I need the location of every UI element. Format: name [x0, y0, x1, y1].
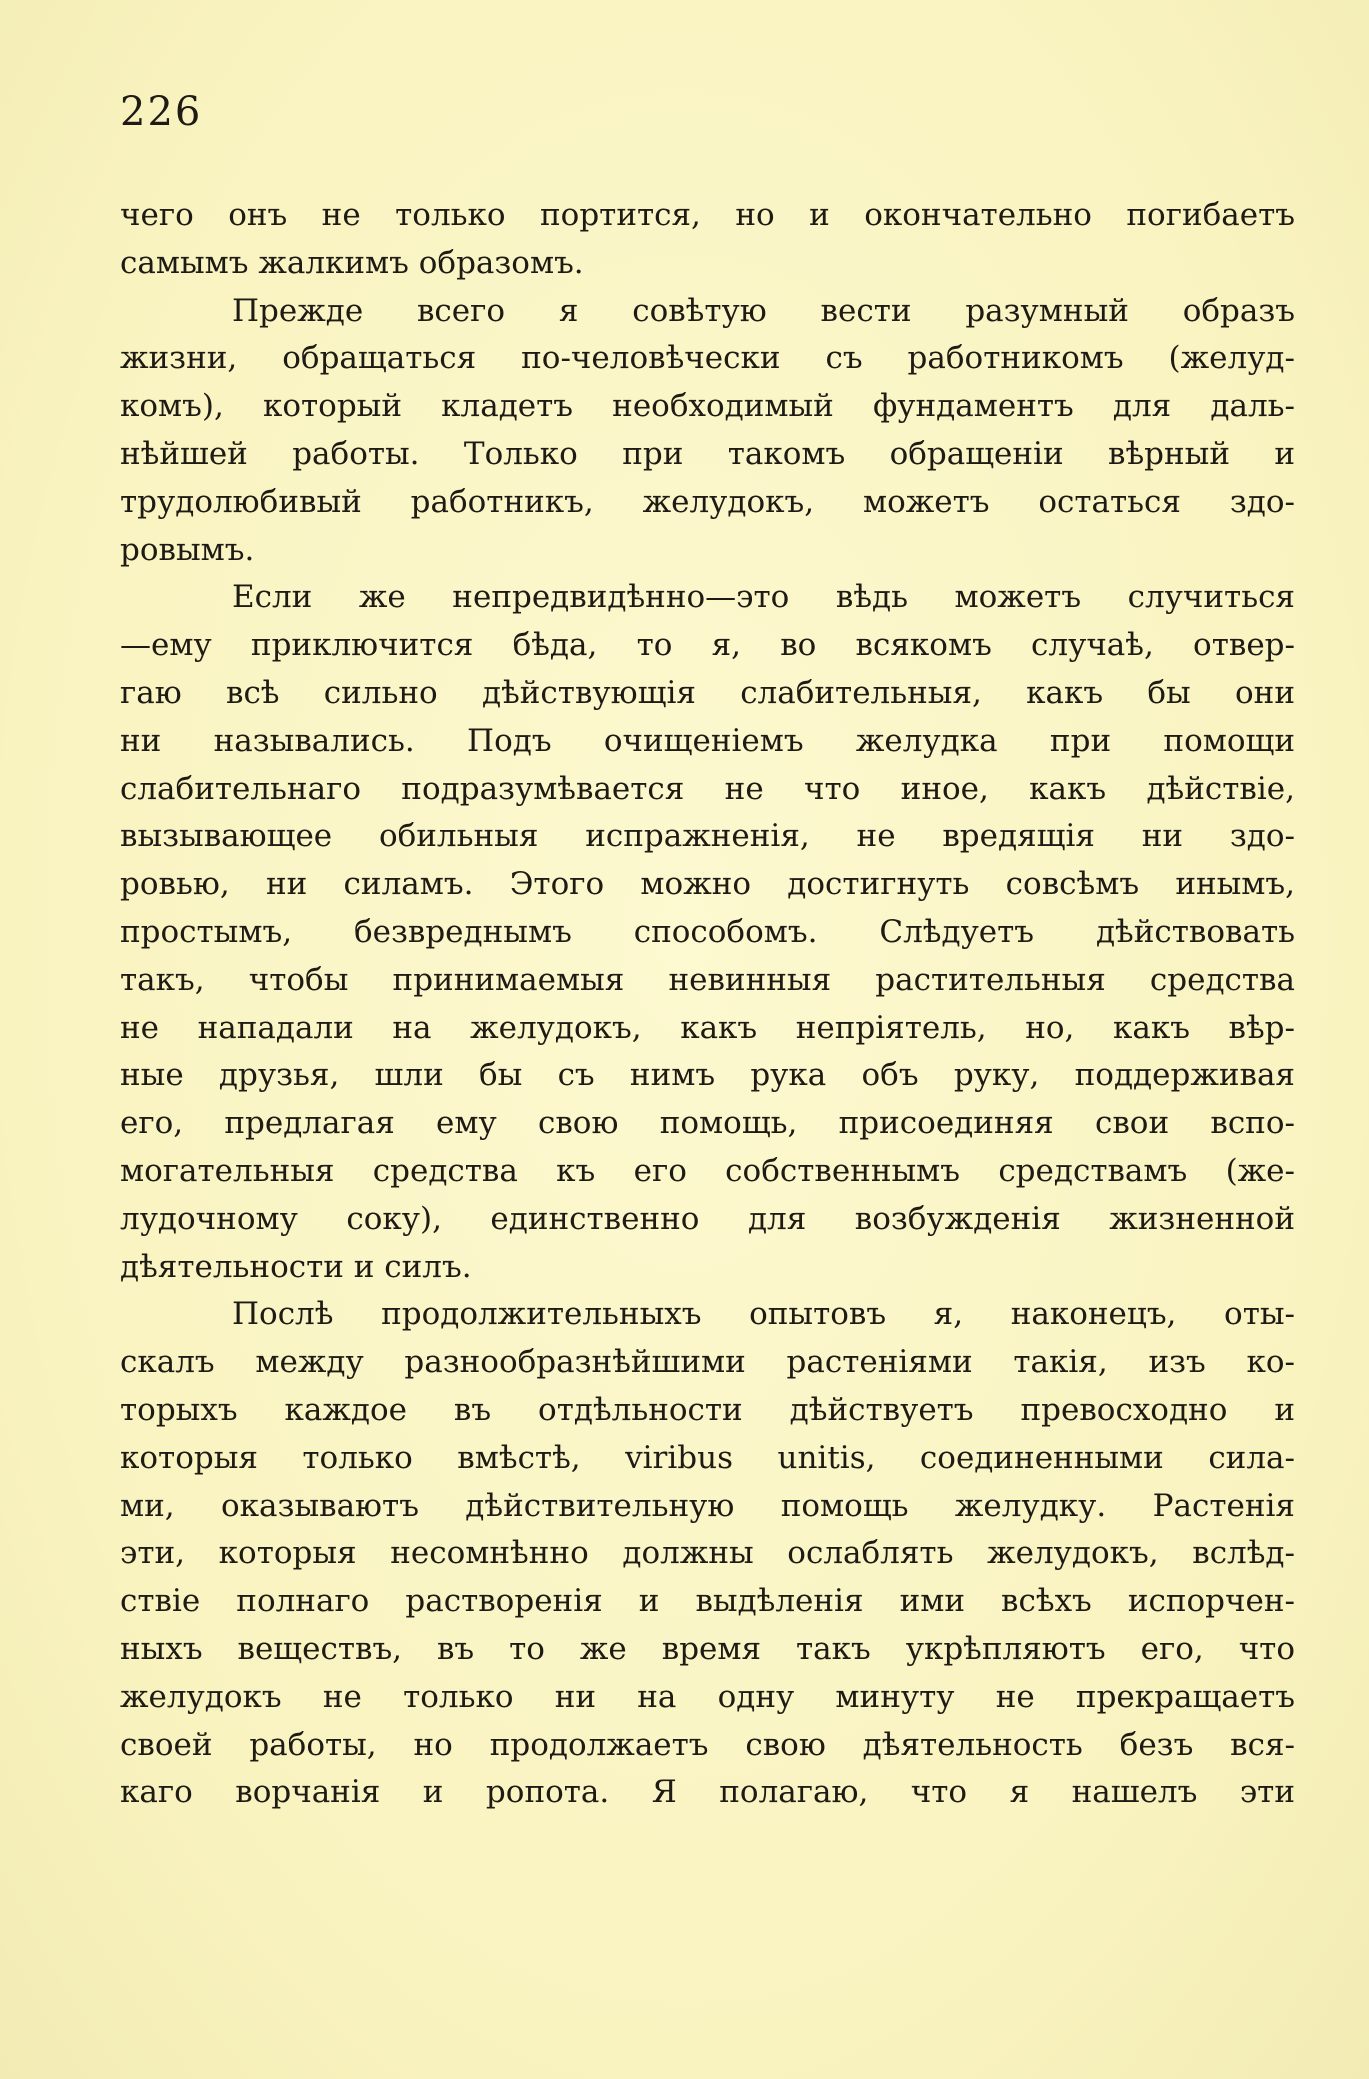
- text-line: Послѣ продолжительныхъ опытовъ я, наконецъ, оты-: [232, 1296, 1295, 1333]
- text-line: ныхъ веществъ, въ то же время такъ укрѣпляютъ его, что: [120, 1630, 1295, 1667]
- text-line: ми, оказываютъ дѣйствительную помощь желудку. Растенія: [120, 1487, 1295, 1524]
- text-line: трудолюбивый работникъ, желудокъ, можетъ остаться здо-: [120, 483, 1295, 520]
- body-text: [120, 192, 1295, 1817]
- text-line: торыхъ каждое въ отдѣльности дѣйствуетъ превосходно и: [120, 1391, 1295, 1428]
- text-line: не нападали на желудокъ, какъ непріятель, но, какъ вѣр-: [120, 1009, 1295, 1046]
- text-line: ные друзья, шли бы съ нимъ рука объ руку, поддерживая: [120, 1057, 1295, 1094]
- text-line: такъ, чтобы принимаемыя невинныя растительныя средства: [120, 961, 1295, 998]
- text-line: самымъ жалкимъ образомъ.: [120, 244, 584, 281]
- text-line: дѣятельности и силъ.: [120, 1248, 472, 1285]
- text-line: чего онъ не только портится, но и окончательно погибаетъ: [120, 197, 1295, 233]
- text-line: своей работы, но продолжаетъ свою дѣятельность безъ вся-: [120, 1726, 1295, 1763]
- text-line: Прежде всего я совѣтую вести разумный образъ: [232, 292, 1295, 329]
- text-line: гаю всѣ сильно дѣйствующія слабительныя, какъ бы они: [120, 674, 1295, 711]
- text-line: каго ворчанія и ропота. Я полагаю, что я нашелъ эти: [120, 1774, 1295, 1811]
- text-line: желудокъ не только ни на одну минуту не прекращаетъ: [120, 1678, 1295, 1715]
- text-line: ровью, ни силамъ. Этого можно достигнуть совсѣмъ инымъ,: [120, 866, 1295, 903]
- text-line: вызывающее обильныя испражненія, не вредящія ни здо-: [120, 818, 1295, 855]
- page-number: 226: [120, 89, 203, 135]
- text-line: ни назывались. Подъ очищеніемъ желудка при помощи: [120, 722, 1295, 759]
- text-line: —ему приключится бѣда, то я, во всякомъ случаѣ, отвер-: [120, 627, 1295, 664]
- text-line: лудочному соку), единственно для возбужденія жизненной: [120, 1200, 1295, 1237]
- text-line: его, предлагая ему свою помощь, присоединяя свои вспо-: [120, 1105, 1295, 1142]
- text-line: могательныя средства къ его собственнымъ средствамъ (же-: [120, 1152, 1295, 1189]
- text-line: ствіе полнаго раствоpенія и выдѣленія ими всѣхъ испорчен-: [120, 1583, 1295, 1620]
- text-line: жизни, обращаться по-человѣчески съ работникомъ (желуд-: [120, 340, 1295, 377]
- text-line: комъ), который кладетъ необходимый фундаментъ для даль-: [120, 388, 1295, 425]
- text-line: простымъ, безвреднымъ способомъ. Слѣдуетъ дѣйствовать: [120, 913, 1295, 950]
- text-line: ровымъ.: [120, 531, 255, 568]
- text-line: скалъ между разнообразнѣйшими растеніями такія, изъ ко-: [120, 1344, 1295, 1381]
- text-line: слабительнаго подразумѣвается не что иное, какъ дѣйствіе,: [120, 770, 1295, 807]
- text-line: нѣйшей работы. Только при такомъ обращеніи вѣрный и: [120, 435, 1295, 472]
- text-line: эти, которыя несомнѣнно должны ослаблять желудокъ, вслѣд-: [120, 1535, 1295, 1572]
- text-line: которыя только вмѣстѣ, viribus unitis, соединенными сила-: [120, 1439, 1295, 1476]
- text-line: Если же непредвидѣнно—это вѣдь можетъ случиться: [232, 579, 1295, 616]
